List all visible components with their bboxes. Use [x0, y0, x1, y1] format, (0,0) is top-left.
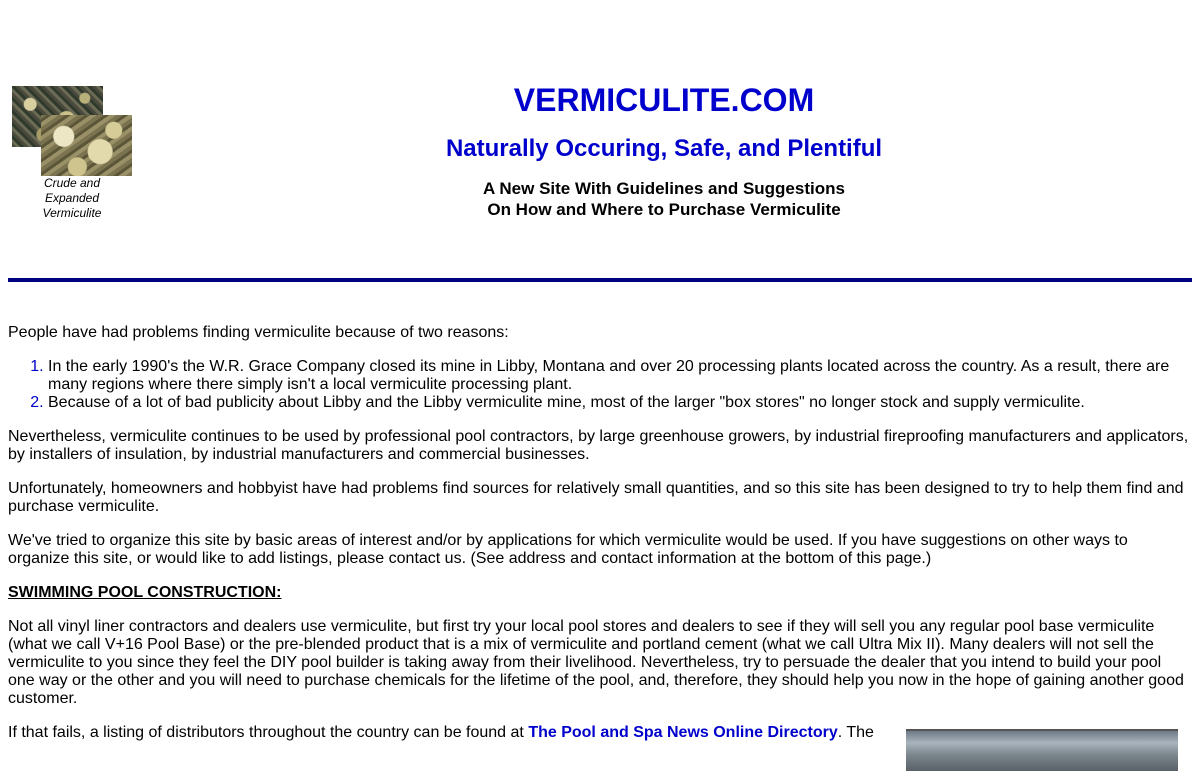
tagline-line: A New Site With Guidelines and Suggestions	[483, 179, 845, 198]
pool-spa-directory-link[interactable]: The Pool and Spa News Online Directory	[528, 724, 838, 741]
site-subtitle: Naturally Occuring, Safe, and Plentiful	[445, 135, 883, 162]
image-caption	[12, 176, 132, 221]
unfortunately-paragraph: Unfortunately, homeowners and hobbyist have had problems find sources for relatively small quantities, and so this site has been designed to try to help them find and purchase vermiculite.	[8, 480, 1184, 515]
intro-paragraph: People have had problems finding vermiculite because of two reasons:	[8, 324, 509, 341]
expanded-vermiculite-image	[41, 115, 132, 176]
nevertheless-paragraph: Nevertheless, vermiculite continues to be used by professional pool contractors, by large greenhouse growers, by industrial fireproofing manufacturers and applicators, by installers of insulation, by industrial manufacturers and commercial businesses.	[8, 428, 1189, 463]
site-tagline	[364, 178, 964, 220]
organize-paragraph: We've tried to organize this site by basic areas of interest and/or by applications for which vermiculite would be used. If you have suggestions on other ways to organize this site, or would like to add listings, please contact us. (See address and contact information at the bottom of this page.)	[8, 532, 1128, 567]
fails-text-suffix: . The	[837, 724, 874, 741]
section-heading-paragraph	[8, 584, 1192, 602]
header-divider	[8, 278, 1192, 282]
page-header	[0, 0, 1200, 270]
site-title: VERMICULITE.COM	[513, 82, 815, 118]
image-caption-line: Crude and	[43, 176, 101, 190]
reasons-list	[8, 358, 1192, 412]
tagline-line: On How and Where to Purchase Vermiculite	[487, 200, 841, 219]
pool-photo	[906, 729, 1178, 771]
main-content	[8, 324, 1192, 758]
image-caption-line: Expanded	[44, 191, 100, 205]
list-item: 2. Because of a lot of bad publicity about Libby and the Libby vermiculite mine, most of the larger "box stores" no longer stock and supply vermiculite.	[48, 394, 1192, 412]
fails-text-prefix: If that fails, a listing of distributors throughout the country can be found at	[8, 724, 529, 741]
pool-paragraph: Not all vinyl liner contractors and dealers use vermiculite, but first try your local pool stores and dealers to see if they will sell you any regular pool base vermiculite (what we call V+16 Pool Base) or the pre-blended product that is a mix of vermiculite and portland cement (what we call Ultra Mix II). Many dealers will not sell the vermiculite to you since they feel the DIY pool builder is taking away from their livelihood. Nevertheless, try to persuade the dealer that you intend to build your pool one way or the other and you will need to purchase chemicals for the lifetime of the pool, and, therefore, they should help you now in the hope of gaining another good customer.	[8, 618, 1184, 707]
list-item: 1. In the early 1990's the W.R. Grace Company closed its mine in Libby, Montana and over 20 processing plants located across the country. As a result, there are many regions where there simply isn't a local vermiculite processing plant.	[48, 358, 1192, 394]
image-caption-line: Vermiculite	[42, 206, 102, 220]
swimming-pool-heading: SWIMMING POOL CONSTRUCTION:	[8, 584, 282, 601]
